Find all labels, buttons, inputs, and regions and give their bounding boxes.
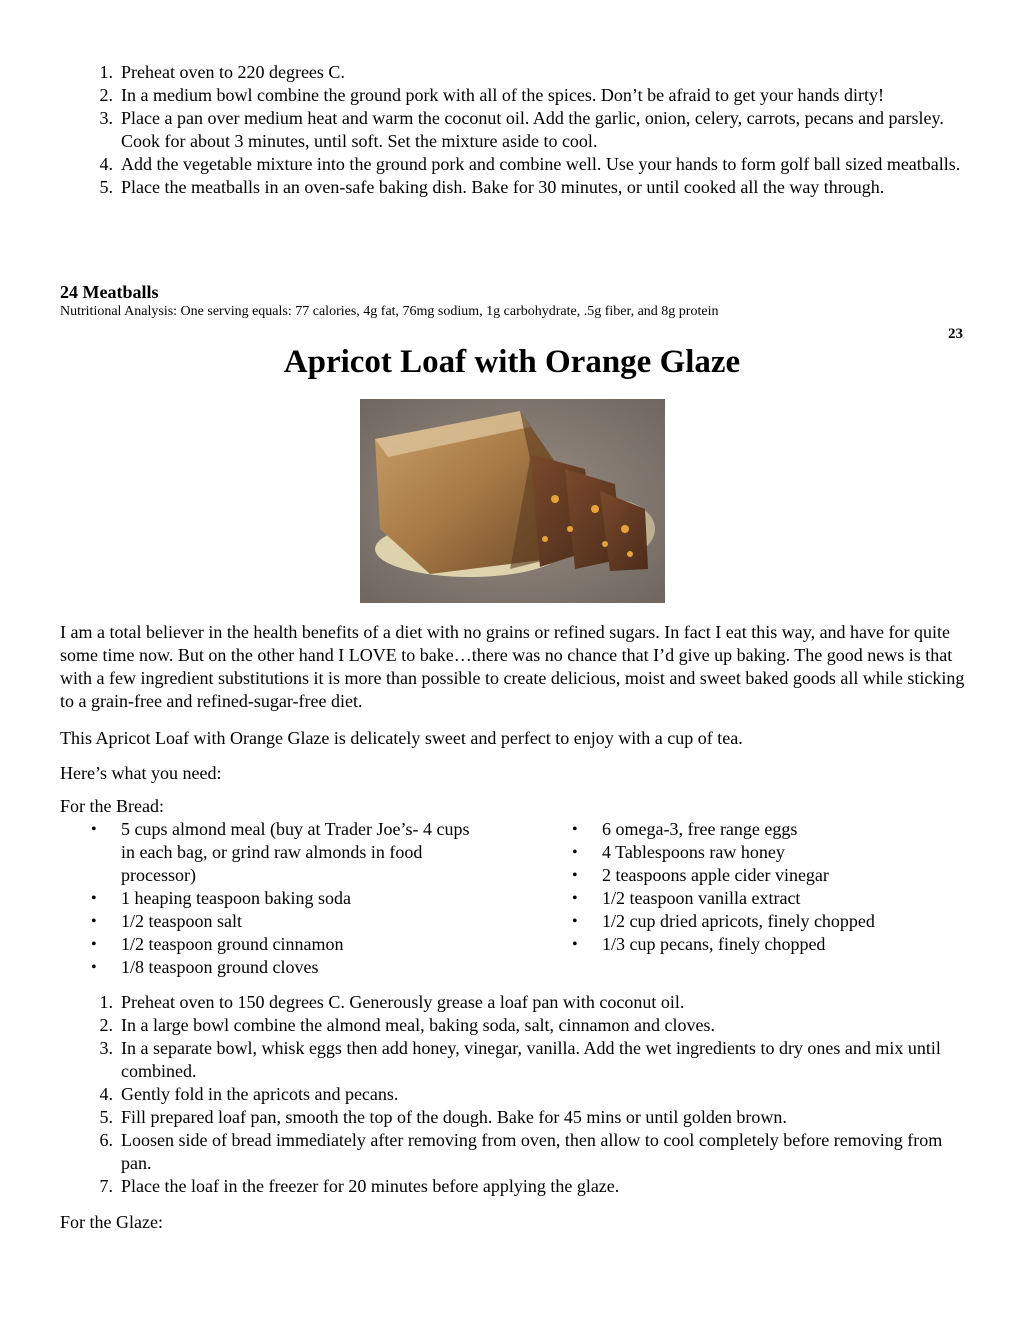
list-item: 5. Fill prepared loaf pan, smooth the top of the dough. Bake for 45 mins or until golden brown. [99, 1107, 787, 1127]
recipe-yield: 24 Meatballs [60, 282, 159, 302]
recipe-title: Apricot Loaf with Orange Glaze [283, 344, 741, 380]
list-item: 2. In a medium bowl combine the ground pork with all of the spices. Don’t be afraid to get your hands dirty! [99, 85, 884, 105]
list-item: • 6 omega-3, free range eggs [602, 818, 962, 841]
glaze-heading: For the Glaze: [60, 1212, 163, 1232]
list-item: • 4 Tablespoons raw honey [602, 841, 962, 864]
list-item: • 1/2 teaspoon vanilla extract [602, 887, 962, 910]
list-item: 5. Place the meatballs in an oven-safe baking dish. Bake for 30 minutes, or until cooked all the way through. [99, 177, 885, 197]
list-item: 4. Gently fold in the apricots and pecans. [99, 1084, 399, 1104]
list-item: 1. Preheat oven to 150 degrees C. Generously grease a loaf pan with coconut oil. [99, 992, 685, 1012]
intro-paragraph: I am a total believer in the health benefits of a diet with no grains or refined sugars. In fact I eat this way, and have for quite some time now. But on the other hand I LOVE to bake…there was no chance that I’d give up baking. The good news is that with a few ingredient substitutions it is more than possible to create delicious, moist and sweet baked goods all while sticking to a grain-free and refined-sugar-free diet. [60, 622, 965, 711]
list-item: • 1/3 cup pecans, finely chopped [602, 933, 962, 956]
list-item: • 1/2 teaspoon ground cinnamon [121, 933, 481, 956]
ingredients-right-list [602, 818, 962, 956]
description-paragraph: This Apricot Loaf with Orange Glaze is delicately sweet and perfect to enjoy with a cup of tea. [60, 728, 743, 748]
ingredients-left-list [121, 818, 481, 979]
list-item: • 1/8 teaspoon ground cloves [121, 956, 481, 979]
apricot-loaf-photo [360, 399, 665, 603]
meatball-steps-list [99, 61, 966, 199]
list-item: 4. Add the vegetable mixture into the ground pork and combine well. Use your hands to form golf ball sized meatballs. [99, 154, 961, 174]
list-item: • 1 heaping teaspoon baking soda [121, 887, 481, 910]
list-item: • 1/2 cup dried apricots, finely chopped [602, 910, 962, 933]
nutritional-analysis: Nutritional Analysis: One serving equals: 77 calories, 4g fat, 76mg sodium, 1g carbohydrate, .5g fiber, and 8g protein [60, 304, 719, 319]
page-number: 23 [948, 326, 963, 342]
list-item: 7. Place the loaf in the freezer for 20 minutes before applying the glaze. [99, 1176, 620, 1196]
list-item: • 5 cups almond meal (buy at Trader Joe’s- 4 cups in each bag, or grind raw almonds in food processor) [121, 818, 481, 887]
list-item: 1. Preheat oven to 220 degrees C. [99, 62, 345, 82]
list-item: • 1/2 teaspoon salt [121, 910, 481, 933]
list-item: 3. In a separate bowl, whisk eggs then add honey, vinegar, vanilla. Add the wet ingredients to dry ones and mix until combined. [99, 1038, 941, 1081]
list-item: 3. Place a pan over medium heat and warm the coconut oil. Add the garlic, onion, celery, carrots, pecans and parsley. Cook for about 3 minutes, until soft. Set the mixture aside to cool. [99, 108, 944, 151]
list-item: 2. In a large bowl combine the almond meal, baking soda, salt, cinnamon and cloves. [99, 1015, 716, 1035]
bread-steps-list [99, 991, 966, 1198]
list-item: • 2 teaspoons apple cider vinegar [602, 864, 962, 887]
need-heading: Here’s what you need: [60, 763, 222, 783]
list-item: 6. Loosen side of bread immediately after removing from oven, then allow to cool completely before removing from pan. [99, 1130, 943, 1173]
bread-heading: For the Bread: [60, 796, 164, 816]
